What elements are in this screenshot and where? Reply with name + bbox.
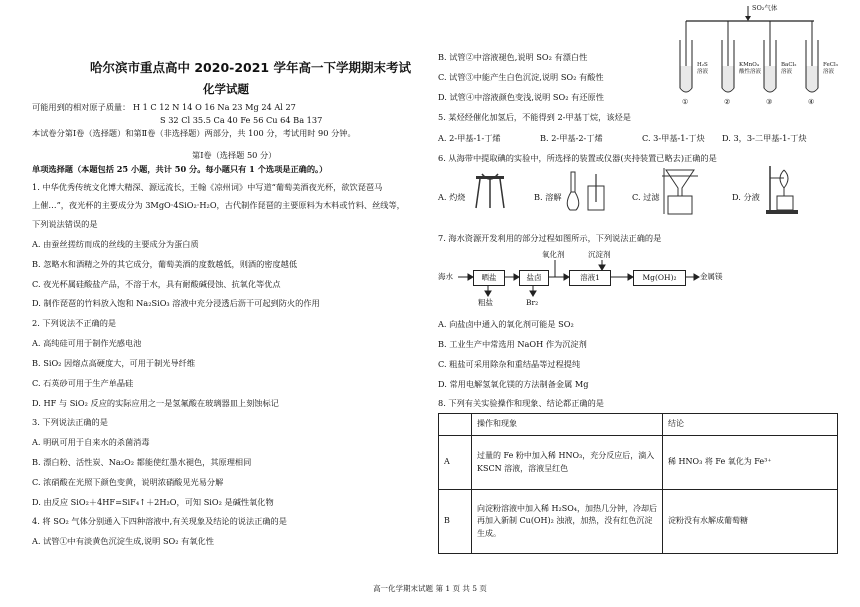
tube-number: ② — [724, 97, 731, 106]
option-line: A. 向盐卤中通入的氧化剂可能是 SO₂ — [438, 319, 574, 329]
paper-info: 本试卷分第Ⅰ卷（选择题）和第Ⅱ卷（非选择题）两部分，共 100 分，考试用时 90 分钟。 — [32, 128, 356, 138]
option-q6-b: B. 溶解 — [534, 192, 562, 202]
option-line: D. 试管④中溶液颜色变浅,说明 SO₂ 有还原性 — [438, 92, 604, 102]
option-line: D. 由反应 SiO₂＋4HF=SiF₄↑＋2H₂O，可知 SiO₂ 是碱性氧化物 — [32, 497, 274, 507]
question-line: 4. 将 SO₂ 气体分别通入下四种溶液中,有关现象及结论的说法正确的是 — [32, 516, 287, 526]
so2-test-tubes-diagram — [674, 4, 838, 110]
flow-byproduct-bromine: Br₂ — [526, 298, 539, 307]
option-line: C. 浓硝酸在光照下颜色变黄，说明浓硝酸见光易分解 — [32, 477, 224, 487]
exam-subtitle: 化学试题 — [203, 82, 249, 96]
question-line: 7. 海水资源开发利用的部分过程如图所示，下列说法正确的是 — [438, 233, 662, 243]
row-conclusion: 淀粉没有水解成葡萄糖 — [663, 490, 838, 554]
flow-start: 海水 — [438, 272, 453, 281]
tube-number: ③ — [766, 97, 773, 106]
option-q5-d: D. 3，3-二甲基-1-丁炔 — [722, 133, 807, 143]
separatory-funnel-icon — [764, 164, 800, 216]
table-header-cell: 结论 — [663, 414, 838, 436]
test-tubes-svg — [674, 6, 834, 110]
exam-title: 哈尔滨市重点高中 2020-2021 学年高一下学期期末考试 — [90, 60, 411, 75]
table-row — [439, 436, 838, 490]
question-line: 上催…”，夜光杯的主要成分为 3MgO·4SiO₂·H₂O，古代制作琵琶的主要原料为木料或竹料、丝线等， — [32, 200, 405, 210]
tube-number: ① — [682, 97, 689, 106]
option-q5-c: C. 3-甲基-1-丁炔 — [642, 133, 705, 143]
option-line: B. 工业生产中常选用 NaOH 作为沉淀剂 — [438, 339, 587, 349]
option-line: A. 高纯硅可用于制作光感电池 — [32, 338, 142, 348]
section-instructions: 单项选择题（本题包括 25 小题，共计 50 分。每小题只有 1 个选项是正确的。） — [32, 164, 328, 174]
option-line: B. 忽略水和酒精之外的其它成分，葡萄美酒的度数越低，则酒的密度越低 — [32, 259, 298, 269]
tube-reagent-label: KMnO₄ 酸性溶液 — [739, 62, 762, 75]
question-line: 8. 下列有关实验操作和现象、结论都正确的是 — [438, 398, 604, 408]
table-header-cell: 操作和现象 — [472, 414, 663, 436]
option-line: C. 试管③中能产生白色沉淀,说明 SO₂ 有酸性 — [438, 72, 604, 82]
flow-end: 金属镁 — [700, 272, 723, 281]
option-line: A. 试管①中有淡黄色沉淀生成,说明 SO₂ 有氧化性 — [32, 536, 214, 546]
option-line: A. 明矾可用于自来水的杀菌消毒 — [32, 437, 150, 447]
option-line: D. 常用电解氢氧化镁的方法制备金属 Mg — [438, 379, 589, 389]
tube-reagent-label: H₂S 溶液 — [697, 62, 709, 75]
option-line: B. SiO₂ 因熔点高硬度大，可用于制光导纤维 — [32, 358, 196, 368]
row-operation: 向淀粉溶液中加入稀 H₂SO₄，加热几分钟，冷却后再加入新制 Cu(OH)₂ 浊液，加热，没有红色沉淀生成。 — [472, 490, 663, 554]
flow-byproduct-crude-salt: 粗盐 — [478, 298, 493, 307]
option-line: B. 漂白粉、活性炭、Na₂O₂ 都能使红墨水褪色，其原理相同 — [32, 457, 252, 467]
flow-oxidant-label: 氧化剂 — [542, 250, 565, 259]
flow-box-solution1: 溶液1 — [569, 270, 611, 286]
option-line: C. 粗盐可采用除杂和重结晶等过程提纯 — [438, 359, 581, 369]
volumetric-flask-icon — [566, 170, 608, 214]
option-q5-a: A. 2-甲基-1-丁烯 — [438, 133, 501, 143]
seawater-flow-diagram — [438, 248, 738, 312]
row-label: A — [439, 436, 472, 490]
page-footer: 高一化学期末试题 第 1 页 共 5 页 — [373, 584, 487, 593]
option-q6-a: A. 灼烧 — [438, 192, 466, 202]
row-operation: 过量的 Fe 粉中加入稀 HNO₃，充分反应后，滴入 KSCN 溶液，溶液呈红色 — [472, 436, 663, 490]
tube-reagent-label: FeCl₃ 溶液 — [823, 62, 838, 75]
row-conclusion: 稀 HNO₃ 将 Fe 氧化为 Fe³⁺ — [663, 436, 838, 490]
option-q5-b: B. 2-甲基-2-丁烯 — [540, 133, 603, 143]
option-q6-c: C. 过滤 — [632, 192, 660, 202]
gas-label: SO₂气体 — [752, 4, 778, 12]
tube-number: ④ — [808, 97, 815, 106]
option-line: B. 试管②中溶液褪色,说明 SO₂ 有漂白性 — [438, 52, 588, 62]
table-header-row — [439, 414, 838, 436]
atomic-masses-line-2: S 32 Cl 35.5 Ca 40 Fe 56 Cu 64 Ba 137 — [160, 115, 323, 125]
question-line: 2. 下列说法不正确的是 — [32, 318, 117, 328]
question-line: 6. 从海带中提取碘的实验中，所选择的装置或仪器(夹持装置已略去)正确的是 — [438, 153, 717, 163]
table-row — [439, 490, 838, 554]
section-heading: 第Ⅰ卷（选择题 50 分） — [192, 150, 277, 160]
flow-precipitant-label: 沉淀剂 — [588, 250, 611, 259]
tube-reagent-label: BaCl₂ 溶液 — [781, 62, 797, 75]
row-label: B — [439, 490, 472, 554]
funnel-filtration-icon — [660, 166, 700, 216]
option-q6-d: D. 分液 — [732, 192, 760, 202]
question-line: 3. 下列说法正确的是 — [32, 417, 108, 427]
atomic-masses-line-1: 可能用到的相对原子质量： H 1 C 12 N 14 O 16 Na 23 Mg 24 Al 27 — [32, 102, 296, 112]
option-line: D. 制作琵琶的竹料放入饱和 Na₂SiO₃ 溶液中充分浸透后沥干可起到防火的作用 — [32, 298, 320, 308]
flow-box-mg-hydroxide: Mg(OH)₂ — [633, 270, 686, 286]
option-line: D. HF 与 SiO₂ 反应的实际应用之一是氢氟酸在玻璃器皿上刻蚀标记 — [32, 398, 279, 408]
question-line: 下列说法错误的是 — [32, 219, 98, 229]
question-line: 5. 某烃经催化加氢后，不能得到 2-甲基丁烷，该烃是 — [438, 112, 631, 122]
table-header-cell — [439, 414, 472, 436]
question-line: 1. 中华优秀传统文化博大精深、源远流长，王翰《凉州词》中写道“葡萄美酒夜光杯，欲饮琵琶马 — [32, 182, 383, 192]
flow-box-sun-drying: 晒盐 — [473, 270, 505, 286]
experiment-table — [438, 413, 838, 554]
option-line: C. 夜光杯属硅酸盐产品，不溶于水，具有耐酸碱侵蚀、抗氧化等优点 — [32, 279, 281, 289]
option-line: A. 由蚕丝搓纺而成的丝线的主要成分为蛋白质 — [32, 239, 199, 249]
flow-box-brine: 盐卤 — [519, 270, 549, 286]
option-line: C. 石英砂可用于生产单晶硅 — [32, 378, 134, 388]
crucible-tripod-icon — [472, 172, 508, 212]
